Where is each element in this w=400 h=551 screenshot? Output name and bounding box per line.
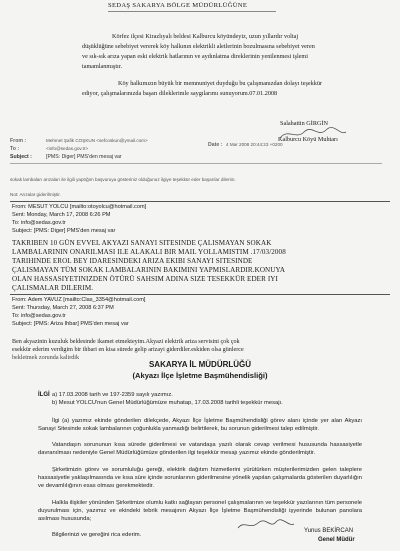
letter1-line-1: Körfez ilçesi Kirazlıyalı beldesi Kalburcu köyündeyiz, uzun yıllardır voltaj: [112, 33, 299, 40]
email1-subject-value: [PMS: Diger] PMS'den mesaj var: [46, 154, 122, 160]
ilgi-label: İLGİ: [38, 392, 50, 398]
header-underline: [108, 11, 276, 12]
email2-body-line-3: TARIHINDE EROL BEY IDARESINDEKI ARIZA EKIBI SANAYI SITESINDE: [12, 257, 253, 265]
email3-body-line-2: esekkür ederim verdigim bir ihbari en kisa sürede gelip arizayi giderdiler.eskiden olsa günlerce: [12, 347, 244, 353]
email3-subject: Subject: [PMS: Ariza Ihbar] PMS'den mesaj var: [12, 321, 129, 327]
director-signature-icon: [236, 518, 296, 532]
email2-body-line-2: LAMBALARININ ONARILMASI ILE ALAKALI BIR MAIL YOLLAMISTIM .17/03/2008: [12, 248, 286, 256]
director-name: Yunus BEKİRCAN: [304, 528, 354, 534]
letter1-line-4: tamamlanmıştır.: [82, 63, 123, 70]
letter1-line-5: Köy halkımızın büyük bir memnuniyet duyduğu bu çalışmanızdan dolayı teşekkür: [118, 80, 322, 87]
letter2-paragraph-2: Vatandaşın sorununun kısa sürede giderilmesi ve vatandaşa yazılı olarak cevap verilmesi hususunda hassasiyetle davranılması nedeniyle Genel Müdürlüğümüze gönderilen ilgi teşekkür mesajı yazımız ekinde gönderilmiştir.: [38, 442, 362, 456]
signature-title: Kalburcu Köyü Muhtarı: [278, 136, 338, 143]
email2-sent: Sent: Monday, March 17, 2008 6:26 PM: [12, 212, 111, 218]
letter1-line-2: düşüklüğüne sebebiyet vererek köy halkının elektrikli aletlerinin bozulmasına sebebiyet veren: [82, 43, 315, 50]
letter-header: SEDAŞ SAKARYA BÖLGE MÜDÜRLÜĞÜNE: [108, 2, 248, 9]
letter2-subtitle: (Akyazı İlçe İşletme Başmühendisliği): [132, 371, 268, 380]
email1-subject-label: Subject :: [10, 154, 32, 160]
email2-subject: Subject: [PMS: Diger] PMS'den mesaj var: [12, 228, 116, 234]
letter2-paragraph-1: İlgi (a) yazımız ekinde gönderilen dilekçede, Akyazı İlçe İşletme Başmühendisliği görev alanı içinde yer alan Akyazı Sanayi Sitesinde sokak lambalarının çoğunlukla yanmadığı belirtilerek, bu sorunun giderilmesi talep edilmiştir.: [38, 418, 362, 432]
email3-divider: [10, 294, 390, 295]
email1-divider: [10, 163, 382, 164]
email2-from: From: MESUT YOLCU [mailto:otoyolcu@hotmail.com]: [12, 204, 147, 210]
ilgi-b: b) Mesut YOLCU'nun Genel Müdürlüğümüze muhatap, 17.03.2008 tarihli teşekkür mesajı.: [52, 400, 283, 406]
email3-to: To: info@sedas.gov.tr: [12, 313, 66, 319]
letter2-paragraph-4: Halkla ilişkiler yönünden Şirketimize olumlu katkı sağlayan personel çalışmalarının ve teşekkür yazılarının tüm personele duyurulması için, yazımız ve ekindeki tebrik mesajının Akyazı İlçe İşletme Başmühendisliği işyerinde bulunan panolara asılması hususunda;: [38, 500, 362, 522]
email2-body-line-1: TAKRIBEN 10 GÜN EVVEL AKYAZI SANAYI SITESINDE ÇALISMAYAN SOKAK: [12, 239, 272, 247]
email1-note: Not: Arızalar giderilmiştir.: [10, 192, 61, 197]
email1-to-value: <info@sedas.gov.tr>: [46, 146, 89, 151]
letter1-line-3: ve sık-sık arıza yapan eski elektrik hatlarının ve aydınlatma direklerinin yenilenmesi işlemi: [82, 53, 308, 60]
email1-body: sokak lambaları arızaları ile ilgili yaptığım başvuruya gösteriniz olduğunuz ilgiye teşekkür eder başarılar dilerim.: [10, 177, 236, 182]
letter2-closing: Bilgilerinizi ve gereğini rica ederim.: [52, 532, 142, 538]
letter2-title: SAKARYA İL MÜDÜRLÜĞÜ: [148, 360, 252, 369]
email3-body-line-1: Ben akyazinin kuzuluk beldesinde ikamet etmekteyim.Akyazi elektrik ariza servisini çok çok: [12, 339, 240, 345]
signature-name: Salahattin GİRGİN: [280, 120, 328, 127]
email3-sent: Sent: Thursday, March 27, 2008 6:37 PM: [12, 305, 114, 311]
letter2-paragraph-3: Şirketimizin görev ve sorumluluğu gereği, elektrik dağıtım hizmetlerini yürütürken müşterilerimizden gelen taleplere hassasiyetle yaklaşılmasında ve kısa süre içinde sorunlarının giderilmesine yönelik yapılan çalışmalarda gösterilen duyarlılığın ve devamlılığının esas olması gerekmektedir.: [38, 467, 362, 489]
letter1-line-6: ediyor, çalışmalarınızda başarı dileklerimle saygılarımı sunuyorum.07.01.2008: [82, 90, 278, 97]
email1-to-label: To :: [10, 146, 20, 152]
email2-body-line-5: OLAN HASSASIYETINIZDEN ÖTÜRÜ SAHSIM ADINA SIZE TESEKKÜR EDER IYI: [12, 275, 278, 283]
email3-from: From: Adem YAVUZ [mailto:Clas_3354@hotmail.com]: [12, 297, 146, 303]
email1-date-label: Date :: [208, 142, 223, 148]
ilgi-a: a) 17.03.2008 tarih ve 197-2359 sayılı yazımız.: [52, 392, 173, 398]
email2-body-line-4: ÇALISMAYAN TÜM SOKAK LAMBALARININ BAKIMINI YAPMISLARDIR.KONUYA: [12, 266, 286, 274]
email1-from-label: From :: [10, 138, 27, 144]
email1-from-value: Mehmet Şafik COŞKUN <sefcoskun@ymail.com>: [46, 138, 148, 143]
email2-divider: [10, 201, 390, 202]
email1-date-value: 4 Mar 2008 20:44:23 +0200: [226, 142, 283, 147]
email2-to: To: info@sedas.gov.tr: [12, 220, 66, 226]
email2-body-line-6: ÇALISMALAR DILERIM.: [12, 284, 94, 292]
director-title: Genel Müdür: [318, 537, 355, 543]
email3-body-line-3: bekletmek zorunda kalirdik: [12, 355, 80, 359]
